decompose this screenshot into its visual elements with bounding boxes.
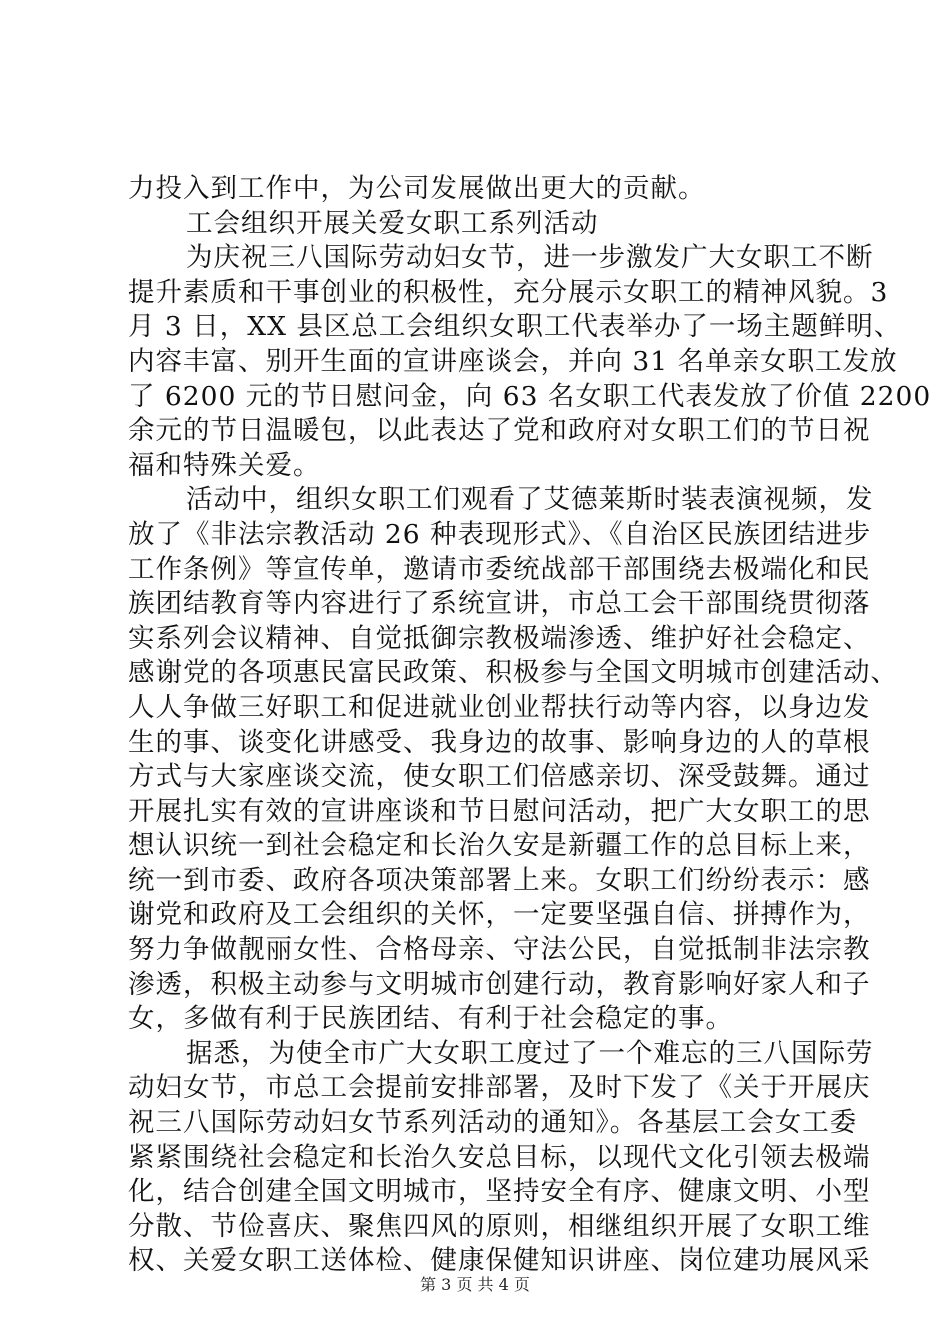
text-line: 提升素质和干事创业的积极性，充分展示女职工的精神风貌。3 [128, 276, 889, 308]
document-body [128, 172, 932, 1279]
text-line: 方式与大家座谈交流，使女职工们倍感亲切、深受鼓舞。通过 [128, 761, 871, 793]
text-line: 分散、节俭喜庆、聚焦四风的原则，相继组织开展了女职工维 [128, 1210, 871, 1242]
text-line: 了 6200 元的节日慰问金，向 63 名女职工代表发放了价值 2200 [128, 380, 932, 412]
page-footer [0, 1272, 950, 1295]
text-line: 为庆祝三八国际劳动妇女节，进一步激发广大女职工不断 [186, 242, 874, 274]
text-line: 力投入到工作中，为公司发展做出更大的贡献。 [128, 173, 706, 204]
text-line: 努力争做靓丽女性、合格母亲、守法公民，自觉抵制非法宗教 [128, 934, 871, 966]
text-line: 感谢党的各项惠民富民政策、积极参与全国文明城市创建活动、 [128, 657, 898, 689]
text-line: 内容丰富、别开生面的宣讲座谈会，并向 31 名单亲女职工发放 [128, 345, 898, 377]
text-line: 活动中，组织女职工们观看了艾德莱斯时装表演视频，发 [186, 484, 874, 516]
text-line: 族团结教育等内容进行了系统宣讲，市总工会干部围绕贯彻落 [128, 588, 871, 620]
text-line: 统一到市委、政府各项决策部署上来。女职工们纷纷表示：感 [128, 864, 871, 896]
text-line: 想认识统一到社会稳定和长治久安是新疆工作的总目标上来， [128, 830, 871, 862]
text-line: 权、关爱女职工送体检、健康保健知识讲座、岗位建功展风采 [128, 1245, 871, 1277]
text-line: 谢党和政府及工会组织的关怀，一定要坚强自信、拼搏作为， [128, 899, 871, 931]
page-number-label: 第 3 页 共 4 页 [420, 1275, 530, 1294]
text-line: 生的事、谈变化讲感受、我身边的故事、影响身边的人的草根 [128, 726, 871, 758]
text-line: 据悉，为使全市广大女职工度过了一个难忘的三八国际劳 [186, 1037, 874, 1069]
text-line: 动妇女节，市总工会提前安排部署，及时下发了《关于开展庆 [128, 1072, 871, 1104]
text-line: 渗透，积极主动参与文明城市创建行动，教育影响好家人和子 [128, 968, 871, 1000]
text-line: 实系列会议精神、自觉抵御宗教极端渗透、维护好社会稳定、 [128, 622, 871, 654]
text-line: 工作条例》等宣传单，邀请市委统战部干部围绕去极端化和民 [128, 553, 871, 585]
text-line: 福和特殊关爱。 [128, 449, 321, 481]
text-line: 人人争做三好职工和促进就业创业帮扶行动等内容，以身边发 [128, 691, 871, 723]
text-line: 工会组织开展关爱女职工系列活动 [186, 207, 599, 239]
text-line: 月 3 日，XX 县区总工会组织女职工代表举办了一场主题鲜明、 [128, 311, 902, 343]
text-line: 紧紧围绕社会稳定和长治久安总目标，以现代文化引领去极端 [128, 1141, 871, 1173]
text-line: 化，结合创建全国文明城市，坚持安全有序、健康文明、小型 [128, 1176, 871, 1208]
text-line: 开展扎实有效的宣讲座谈和节日慰问活动，把广大女职工的思 [128, 795, 871, 827]
text-line: 祝三八国际劳动妇女节系列活动的通知》。各基层工会女工委 [128, 1107, 858, 1139]
text-line: 女，多做有利于民族团结、有利于社会稳定的事。 [128, 1003, 733, 1035]
text-line: 放了《非法宗教活动 26 种表现形式》、《自治区民族团结进步 [128, 518, 872, 550]
text-line: 余元的节日温暖包，以此表达了党和政府对女职工们的节日祝 [128, 415, 871, 447]
